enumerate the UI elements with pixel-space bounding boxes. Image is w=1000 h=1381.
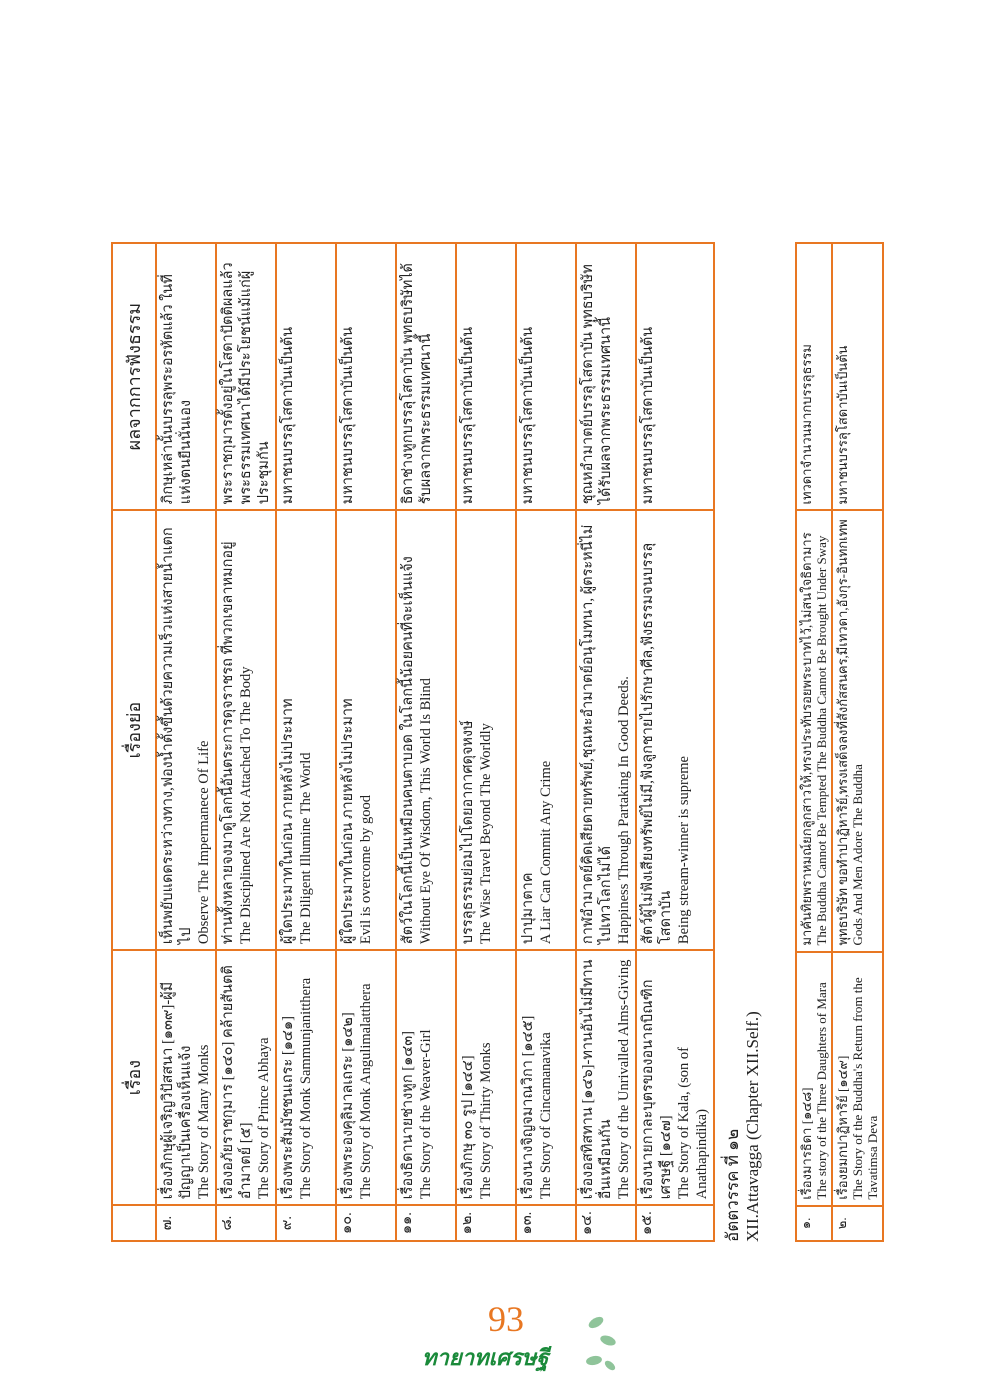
row-result: มหาชนบรรลุโสดาบันเป็นต้น: [336, 243, 396, 510]
summary-english: A Liar Can Commit Any Crime: [538, 760, 554, 945]
row-story: [156, 950, 216, 1205]
story-thai: เรื่องอภัยราชกุมาร [๑๔๐] คล้ายสันตติอำมาตย์ [๕]: [220, 965, 254, 1200]
row-summary: [516, 510, 576, 950]
row-result: ชุณหอำมาตย์บรรลุโสดาบัน พุทธบริษัทได้รับผลจากพระธรรมเทศนานี้: [576, 243, 636, 510]
story-english: The Story of the Unrivalled Alms-Giving: [616, 959, 632, 1200]
summary-english: Evil is overcome by good: [358, 795, 374, 945]
row-story: [796, 952, 832, 1206]
story-thai: เรื่องพระสัมมัชชนเถระ [๑๔๑]: [280, 1016, 296, 1200]
row-summary: [636, 510, 714, 950]
table-row: [216, 243, 276, 1241]
row-story: [832, 952, 883, 1206]
summary-english: Gods And Men Adore The Buddha: [850, 764, 865, 946]
chapter-table: [795, 242, 884, 1242]
chapter-heading: [723, 1011, 763, 1242]
chapter-title-english: XII.Attavagga (Chapter XII.Self.): [743, 1011, 762, 1242]
story-english: The Story of Monk Angulimalatthera: [358, 983, 374, 1200]
table-header: [112, 243, 156, 1241]
table-row: [276, 243, 336, 1241]
story-thai: เรื่องธิดานายช่างหูก [๑๔๓]: [400, 1031, 416, 1200]
summary-thai: ปาปุมาตาค: [520, 872, 536, 945]
story-english: The Story of Thirty Monks: [478, 1042, 494, 1200]
row-summary: [832, 511, 883, 952]
rotated-content: [110, 15, 890, 1365]
row-summary: [336, 510, 396, 950]
story-english: The story of the Three Daughters of Mara: [814, 982, 829, 1200]
summary-english: The Wise Travel Beyond The Worldly: [478, 723, 494, 945]
row-number: ๘.: [216, 1205, 276, 1241]
story-english: The Story of the Buddha's Return from the Tavatimsa Deva: [850, 977, 880, 1200]
row-number: ๑๕.: [636, 1205, 714, 1241]
story-thai: เรื่องภิกษุ ๓๐ รูป [๑๔๔]: [460, 1055, 476, 1200]
summary-thai: ผู้ใดประมาทในก่อน ภายหลังไม่ประมาท: [340, 698, 356, 945]
row-story: [396, 950, 456, 1205]
row-result: มหาชนบรรลุโสดาบันเป็นต้น: [636, 243, 714, 510]
table-row: [516, 243, 576, 1241]
row-result: มหาชนบรรลุโสดาบันเป็นต้น: [456, 243, 516, 510]
story-thai: เรื่องพระองคุลิมาลเถระ [๑๔๒]: [340, 1012, 356, 1200]
summary-english: The Disciplined Are Not Attached To The Body: [238, 666, 254, 945]
row-summary: [276, 510, 336, 950]
summary-thai: พุทธบริษัท ขอทำปาฏิหาริย์,ทรงเสด็จลงที่สังกัสสนคร,มีเทวดา,อังกุร-อินทกเทพ: [835, 519, 850, 946]
story-thai: เรื่องอสทิสทาน [๑๔๖]-ทานอันไม่มีทานอื่นเหมือนกัน: [580, 959, 614, 1200]
row-number: ๑.: [796, 1206, 832, 1241]
row-result: มหาชนบรรลุโสดาบันเป็นต้น: [516, 243, 576, 510]
header-summary: เรื่องย่อ: [112, 510, 156, 950]
row-number: ๑๔.: [576, 1205, 636, 1241]
row-number: ๒.: [832, 1206, 883, 1241]
story-thai: เรื่องนายกาละบุตรของอนาถบิณฑิกเศรษฐี [๑๔๗]: [640, 979, 674, 1200]
row-summary: [216, 510, 276, 950]
row-number: ๑๐.: [336, 1205, 396, 1241]
row-result: เทวดาจำนวนมากบรรลุธรรม: [796, 243, 832, 511]
row-result: มหาชนบรรลุโสดาบันเป็นต้น: [832, 243, 883, 511]
row-number: ๑๓.: [516, 1205, 576, 1241]
summary-english: The Diligent Illumine The World: [298, 752, 314, 945]
logo: ทายาทเศรษฐี: [422, 1345, 549, 1370]
summary-thai: ผู้ใดประมาทในก่อน ภายหลังไม่ประมาท: [280, 698, 296, 945]
summary-thai: สัตว์ในโลกนี้เป็นเหมือนคนตาบอด ในโลกนี้น้อยคนที่จะเห็นแจ้ง: [400, 556, 416, 945]
row-story: [516, 950, 576, 1205]
story-english: The Story of Cincamanavika: [538, 1032, 554, 1200]
story-english: The Story of Kala, (son of Anathapindika): [676, 1047, 710, 1200]
table-row: [396, 243, 456, 1241]
summary-thai: บรรลุธรรมย่อมไปโดยอากาศดุจหงษ์: [460, 720, 476, 945]
row-number: ๑๑.: [396, 1205, 456, 1241]
table-row: [156, 243, 216, 1241]
summary-english: The Buddha Cannot Be Tempted The Buddha Cannot Be Brought Under Sway: [814, 535, 829, 946]
row-story: [336, 950, 396, 1205]
row-result: ธิดาช่างหูกบรรลุโสดาบัน พุทธบริษัทได้รับผลจากพระธรรมเทศนานี้: [396, 243, 456, 510]
summary-english: Without Eye Of Wisdom, This World Is Blind: [418, 678, 434, 945]
row-summary: [396, 510, 456, 950]
table-row: [796, 243, 832, 1241]
summary-thai: มาคันทิยพราหมณ์ยกลูกสาวให้,ทรงประทับรอยพระบาทไว้,ไม่สนใจธิดามาร: [799, 532, 814, 946]
row-number: ๗.: [156, 1205, 216, 1241]
story-thai: เรื่องภิกษุผู้เจริญวิปัสสนา [๑๓๙]-ผู้มีปัญญาเป็นเครื่องเห็นแจ้ง: [160, 981, 194, 1200]
table-row: [636, 243, 714, 1241]
row-story: [276, 950, 336, 1205]
story-english: The Story of Many Monks: [196, 1044, 212, 1200]
header-number: [112, 1205, 156, 1241]
row-result: ภิกษุเหล่านั้นบรรลุพระอรหัตแล้ว ในที่แห่งตนยืนนั่นเอง: [156, 243, 216, 510]
row-number: ๙.: [276, 1205, 336, 1241]
chapter-title-thai: อัตตวรรค ที่ ๑๒: [723, 1128, 742, 1242]
row-summary: [156, 510, 216, 950]
story-english: The Story of Prince Abhaya: [256, 1037, 272, 1200]
row-story: [456, 950, 516, 1205]
row-number: ๑๒.: [456, 1205, 516, 1241]
summary-thai: กาฬอำมาตย์คิดเสียดายทรัพย์,ชุณหะอำมาตย์อนุโมทนา, ผู้ตระหนี่ไม่ไปเทวโลกไม่ได้: [580, 524, 614, 945]
row-result: มหาชนบรรลุโสดาบันเป็นต้น: [276, 243, 336, 510]
table-row: [832, 243, 883, 1241]
table-row: [456, 243, 516, 1241]
story-english: The Story of the Weaver-Girl: [418, 1029, 434, 1200]
story-thai: เรื่องนางจิญจมาณวิกา [๑๔๕]: [520, 1015, 536, 1200]
row-story: [576, 950, 636, 1205]
summary-english: Observe The Impermanece Of Life: [196, 740, 212, 945]
row-summary: [456, 510, 516, 950]
summary-english: Happiness Through Partaking In Good Deeds.: [616, 676, 632, 945]
page-number: 93: [488, 1299, 524, 1339]
summary-thai: เห็นพยับแดดระหว่างทาง,ฟองน้ำตั้งขึ้นด้วยความเร็วแห่งสายน้ำแตกไป: [160, 527, 194, 945]
table-row: [576, 243, 636, 1241]
row-story: [636, 950, 714, 1205]
story-thai: เรื่องมารธิดา [๑๔๘]: [799, 1087, 814, 1200]
row-result: พระราชกุมารตั้งอยู่ในโสดาปัตติผลแล้ว พระธรรมเทศนาได้มีประโยชน์แม้แก่ผู้ประชุมกัน: [216, 243, 276, 510]
table-row: [336, 243, 396, 1241]
summary-english: Being stream-winner is supreme: [676, 756, 692, 945]
header-story: เรื่อง: [112, 950, 156, 1205]
summary-thai: ท่านทั้งหลายจงมาดูโลกนี้อันตระการดุจราชรถ ที่พวกเขลาหมกอยู่: [220, 541, 236, 945]
summary-thai: สัตว์ผู้ไม่ฟังเสียงทรัพย์ไม่มี,ฟังลูกชายไปรักษาศีล,ฟังธรรมจนบรรลุโสดาบัน: [640, 542, 674, 945]
row-summary: [576, 510, 636, 950]
story-english: The Story of Monk Sammunjanitthera: [298, 977, 314, 1200]
story-table: [111, 242, 715, 1242]
header-result: ผลจากการฟังธรรม: [112, 243, 156, 510]
row-story: [216, 950, 276, 1205]
row-summary: [796, 511, 832, 952]
story-thai: เรื่องยมกปาฏิหาริย์ [๑๔๙]: [835, 1055, 850, 1200]
